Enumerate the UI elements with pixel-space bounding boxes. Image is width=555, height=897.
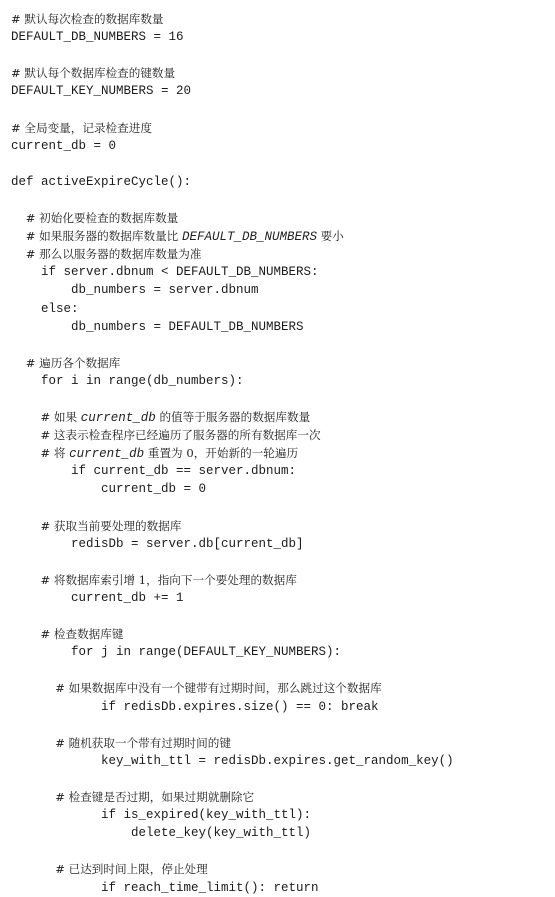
- code-comment-line: # 如果 current_db 的值等于服务器的数据库数量: [11, 410, 311, 426]
- code-comment-line: # 初始化要检查的数据库数量: [11, 211, 179, 226]
- code-comment-line: # 随机获取一个带有过期时间的键: [11, 735, 231, 750]
- code-comment-line: # 默认每次检查的数据库数量: [11, 12, 164, 26]
- code-line: def activeExpireCycle():: [11, 174, 192, 189]
- blank-line: [11, 499, 454, 517]
- code-comment-line: # 检查键是否过期，如果过期就删除它: [11, 790, 255, 805]
- code-line: if current_db == server.dbnum:: [11, 464, 297, 479]
- blank-line: [11, 100, 454, 118]
- code-comment-line: # 将 current_db 重置为 0，开始新的一轮遍历: [11, 446, 299, 462]
- code-line: key_with_ttl = redisDb.expires.get_random_key(): [11, 753, 454, 768]
- blank-line: [11, 607, 454, 625]
- blank-line: [11, 46, 454, 64]
- code-line: db_numbers = DEFAULT_DB_NUMBERS: [11, 319, 304, 334]
- code-comment-line: # 默认每个数据库检查的键数量: [11, 66, 176, 81]
- blank-line: [11, 842, 454, 860]
- code-line: for i in range(db_numbers):: [11, 373, 244, 388]
- code-line: delete_key(key_with_ttl): [11, 826, 312, 841]
- blank-line: [11, 553, 454, 571]
- code-comment-line: # 那么以服务器的数据库数量为准: [11, 247, 202, 262]
- code-line: if redisDb.expires.size() == 0: break: [11, 699, 379, 714]
- code-line: redisDb = server.db[current_db]: [11, 536, 304, 551]
- code-line: if server.dbnum < DEFAULT_DB_NUMBERS:: [11, 265, 319, 280]
- code-listing: [11, 10, 454, 897]
- blank-line: [11, 770, 454, 788]
- code-comment-line: # 如果数据库中没有一个键带有过期时间，那么跳过这个数据库: [11, 681, 382, 696]
- code-comment-line: # 将数据库索引增 1，指向下一个要处理的数据库: [11, 572, 297, 587]
- code-comment-line: # 检查数据库键: [11, 627, 124, 642]
- italic-identifier: current_db: [69, 447, 145, 462]
- italic-identifier: current_db: [80, 411, 156, 426]
- code-line: current_db = 0: [11, 138, 117, 153]
- blank-line: [11, 191, 454, 209]
- code-comment-line: # 如果服务器的数据库数量比 DEFAULT_DB_NUMBERS 要小: [11, 229, 344, 245]
- code-line: current_db += 1: [11, 591, 184, 605]
- blank-line: [11, 336, 454, 354]
- code-line: db_numbers = server.dbnum: [11, 283, 259, 298]
- code-line: for j in range(DEFAULT_KEY_NUMBERS):: [11, 645, 342, 660]
- code-line: if is_expired(key_with_ttl):: [11, 808, 312, 823]
- code-line: else:: [11, 301, 79, 316]
- code-comment-line: # 全局变量，记录检查进度: [11, 120, 152, 135]
- code-line: if reach_time_limit(): return: [11, 880, 319, 895]
- code-comment-line: # 遍历各个数据库: [11, 355, 121, 370]
- code-line: DEFAULT_KEY_NUMBERS = 20: [11, 84, 192, 99]
- italic-identifier: DEFAULT_DB_NUMBERS: [181, 230, 317, 245]
- code-comment-line: # 获取当前要处理的数据库: [11, 518, 182, 533]
- code-comment-line: # 已达到时间上限，停止处理: [11, 862, 208, 877]
- code-comment-line: # 这表示检查程序已经遍历了服务器的所有数据库一次: [11, 428, 321, 443]
- blank-line: [11, 661, 454, 679]
- blank-line: [11, 155, 454, 173]
- blank-line: [11, 390, 454, 408]
- code-line: DEFAULT_DB_NUMBERS = 16: [11, 30, 184, 45]
- blank-line: [11, 716, 454, 734]
- code-line: current_db = 0: [11, 482, 207, 497]
